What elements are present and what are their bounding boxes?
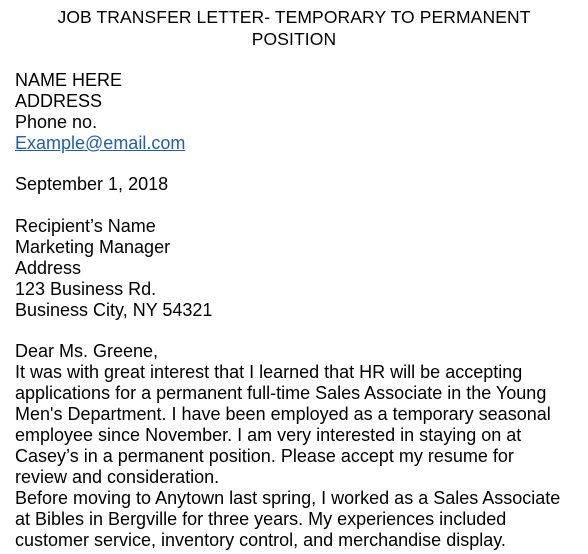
paragraph-1-line: employee since November. I am very interested in staying on at [15, 425, 522, 445]
recipient-address-label: Address [15, 258, 82, 278]
sender-block [15, 70, 587, 154]
paragraph-1-line: Casey’s in a permanent position. Please accept my resume for [15, 446, 514, 466]
paragraph-2-line: Before moving to Anytown last spring, I worked as a Sales Associate [15, 488, 561, 508]
recipient-name: Recipient’s Name [15, 216, 156, 236]
letter-date: September 1, 2018 [15, 174, 169, 194]
title-line-2: POSITION [251, 29, 337, 49]
letter-title [0, 6, 588, 50]
sender-email-link[interactable]: Example@email.com [15, 133, 186, 153]
sender-address: ADDRESS [15, 91, 103, 111]
recipient-block [15, 216, 587, 321]
recipient-city: Business City, NY 54321 [15, 300, 213, 320]
sender-name: NAME HERE [15, 70, 123, 90]
recipient-title: Marketing Manager [15, 237, 171, 257]
title-line-1: JOB TRANSFER LETTER- TEMPORARY TO PERMANENT [57, 7, 531, 27]
date-block [15, 174, 587, 195]
paragraph-2-line: customer service, inventory control, and merchandise display. [15, 530, 506, 550]
sender-phone: Phone no. [15, 112, 98, 132]
body-block [15, 341, 587, 551]
paragraph-1-line: applications for a permanent full-time Sales Associate in the Young [15, 383, 547, 403]
recipient-street: 123 Business Rd. [15, 279, 157, 299]
paragraph-1-line: review and consideration. [15, 467, 220, 487]
paragraph-2-line: at Bibles in Bergville for three years. My experiences included [15, 509, 507, 529]
paragraph-1-line: Men's Department. I have been employed as a temporary seasonal [15, 404, 551, 424]
paragraph-1-line: It was with great interest that I learned that HR will be accepting [15, 362, 523, 382]
salutation: Dear Ms. Greene, [15, 341, 159, 361]
